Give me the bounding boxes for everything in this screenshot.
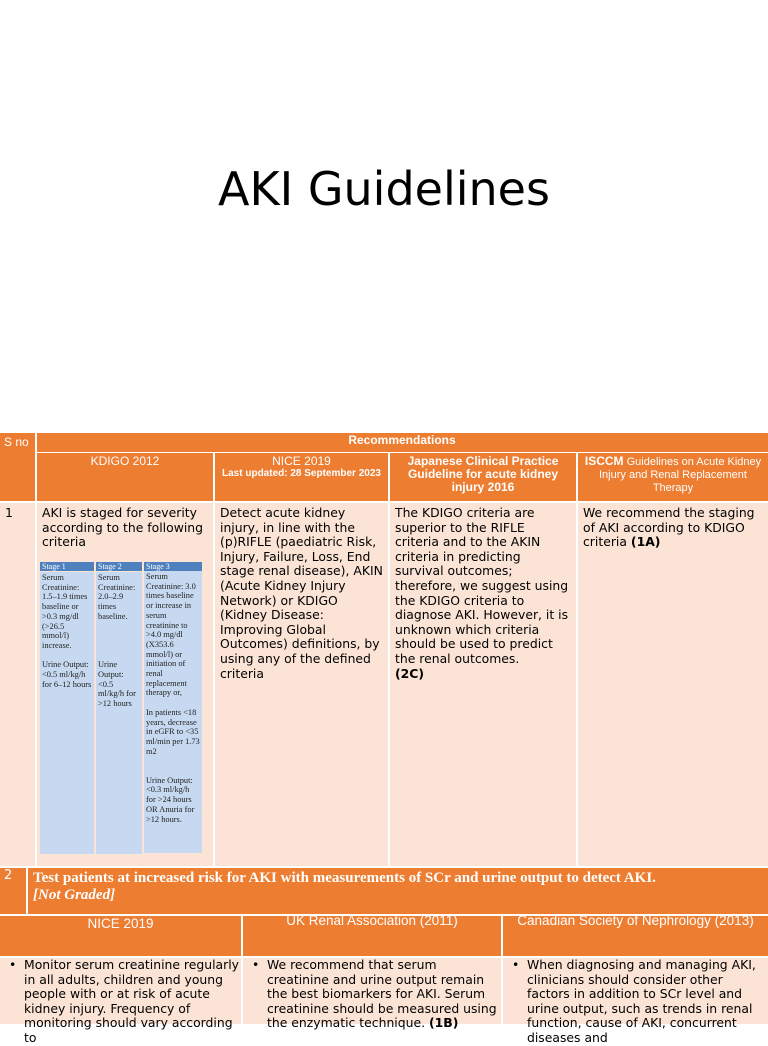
table2-nice-header: NICE 2019	[87, 916, 154, 931]
table2-nice-text: • Monitor serum creatinine regularly in all adults, children and young people with or at risk of acute kidney injury. Frequency of monitoring should vary according to	[24, 958, 241, 1046]
isccm-header	[578, 455, 768, 501]
sno-header: S no	[4, 435, 29, 449]
row1-sno: 1	[5, 505, 13, 520]
row1-isccm	[578, 503, 768, 553]
table2-heading-note: [Not Graded]	[33, 887, 116, 903]
table2-canadian-text: • When diagnosing and managing AKI, clinicians should consider other factors in addition to SCr level and urine output, such as trends in renal function, cause of AKI, concurrent diseases and	[527, 958, 768, 1046]
japanese-header: Japanese Clinical Practice Guideline for acute kidney injury 2016	[407, 454, 559, 494]
nice-header-updated: Last updated: 28 September 2023	[222, 468, 381, 479]
row1-isccm-grade: (1A)	[630, 534, 661, 550]
row1-nice-text: Detect acute kidney injury, in line with the (p)RIFLE (paediatric Risk, Injury, Failure, Loss, End stage renal disease), AKIN (Acute Kidney Injury Network) or KDIGO (Kidney Disease: Improving Global Outcomes) definitions, by using any of the defined criteria	[220, 505, 383, 681]
table2-uk-header: UK Renal Association (2011)	[286, 913, 458, 928]
table2-canadian-header: Canadian Society of Nephrology (2013)	[517, 913, 754, 928]
table2-canadian-cell	[503, 957, 768, 1045]
row1-isccm-text: We recommend the staging of AKI according to KDIGO criteria	[583, 505, 755, 550]
table2-uk-text: We recommend that serum creatinine and urine output remain the best biomarkers for AKI. Serum creatinine should be measured using the enzymatic technique.	[267, 957, 497, 1031]
nice-header	[215, 455, 388, 501]
page-title: AKI Guidelines	[218, 162, 550, 216]
table2-sno: 2	[4, 868, 13, 883]
table2-uk-cell	[243, 957, 501, 1031]
row1-japanese-text: The KDIGO criteria are superior to the RIFLE criteria and to the AKIN criteria in predicting survival outcomes; therefore, we suggest using the KDIGO criteria to diagnose AKI. However, it is unknown which criteria should be used to predict the renal outcomes.	[395, 505, 569, 666]
kdigo-header: KDIGO 2012	[90, 454, 160, 468]
row1-sno-cell	[0, 503, 35, 868]
row1-nice-cell	[215, 503, 388, 868]
table2-uk	[267, 958, 501, 1031]
table2-nice-cell	[0, 957, 241, 1045]
nice-header-title: NICE 2019	[272, 454, 331, 468]
stage1-header: Stage 1	[40, 562, 94, 571]
table2-heading	[33, 870, 763, 914]
stage1-criteria: Serum Creatinine: 1.5–1.9 times baseline or >0.3 mg/dl (>26.5 mmol/l) increase. Urine Output: <0.5 ml/kg/h for 6–12 hours	[40, 572, 94, 854]
table2-heading-text: Test patients at increased risk for AKI with measurements of SCr and urine output to detect AKI.	[33, 870, 656, 886]
row1-kdigo-text: AKI is staged for severity according to the following criteria	[42, 505, 203, 550]
table2-uk-grade: (1B)	[428, 1015, 459, 1031]
stage2-header: Stage 2	[96, 562, 142, 571]
row1-japanese-grade: (2C)	[395, 665, 425, 681]
row1-japanese-cell	[390, 503, 576, 868]
recommendations-header: Recommendations	[348, 433, 456, 447]
row1-isccm-cell	[578, 503, 768, 868]
isccm-header-rest: Guidelines on Acute Kidney Injury and Renal Replacement Therapy	[599, 456, 762, 494]
stage3-header: Stage 3	[144, 562, 202, 571]
stage2-criteria: Serum Creatinine: 2.0–2.9 times baseline. Urine Output: <0.5 ml/kg/h for >12 hours	[96, 572, 142, 854]
stage3-criteria: Serum Creatinine: 3.0 times baseline or increase in serum creatinine to >4.0 mg/dl (X353.6 mmol/l) or initiation of renal replacement therapy or, In patients <18 years, decrease in eGFR to <35 ml/min per 1.73 m2 Urine Output: <0.3 ml/kg/h for >24 hours OR Anuria for >12 hours.	[144, 571, 202, 853]
isccm-header-prefix: ISCCM	[584, 454, 624, 468]
row1-japanese	[390, 503, 576, 684]
